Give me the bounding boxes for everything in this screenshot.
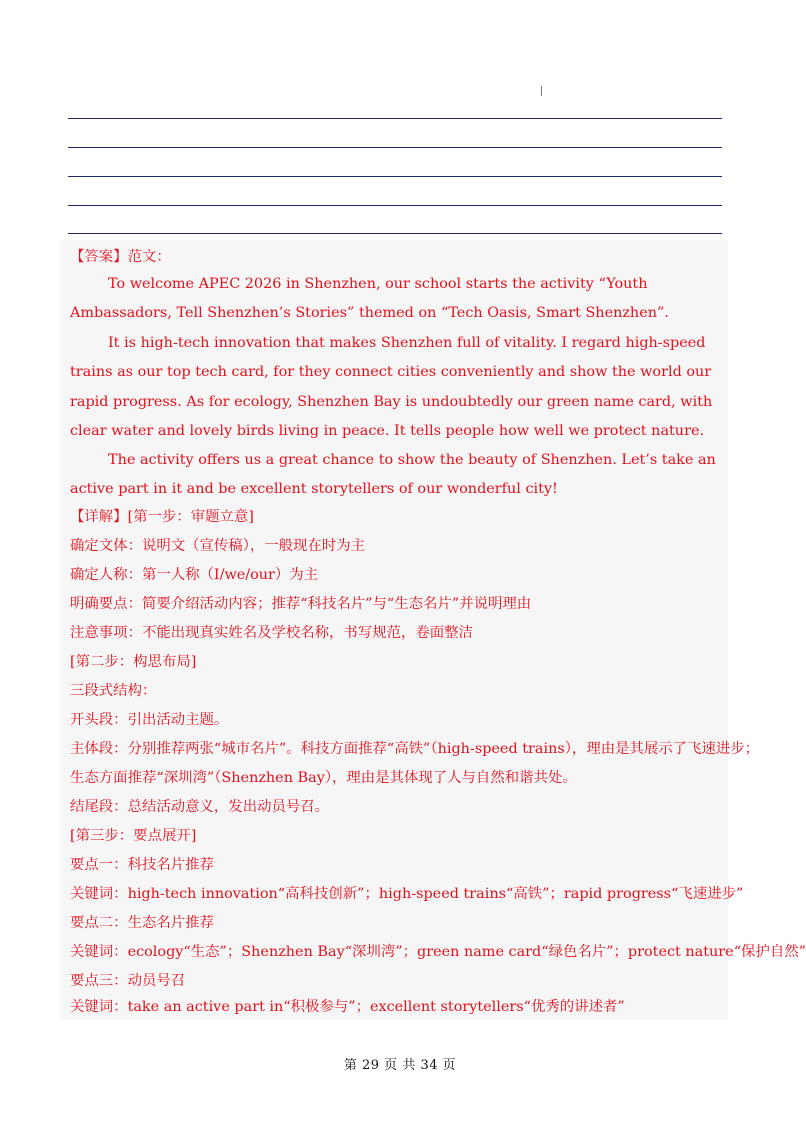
essay-paragraph-3: The activity offers us a great chance to show the beauty of Shenzhen. Let’s take an active part in it and be excellent storytellers of our wonderful city!: [70, 452, 716, 498]
page-footer: 第 29 页 共 34 页: [343, 1058, 457, 1073]
detail-line: 关键词：take an active part in“积极参与”；excellent storytellers“优秀的讲述者”: [70, 999, 625, 1015]
writing-line: [68, 233, 722, 234]
answer-header: 【答案】范文：: [70, 249, 171, 265]
detail-line: [第二步：构思布局]: [70, 654, 197, 670]
answer-section: [60, 240, 806, 1020]
detail-line: 注意事项：不能出现真实姓名及学校名称，书写规范，卷面整洁: [70, 625, 473, 641]
detail-line: [第三步：要点展开]: [70, 828, 197, 844]
detail-line: 关键词：ecology“生态”；Shenzhen Bay“深圳湾”；green name card“绿色名片”；protect nature“保护自然”: [70, 944, 806, 960]
detail-line: 主体段：分别推荐两张“城市名片”。科技方面推荐“高铁”（high-speed trains），理由是其展示了飞速进步；: [70, 741, 760, 757]
detail-line: 开头段：引出活动主题。: [70, 712, 229, 728]
detail-line: 要点一：科技名片推荐: [70, 857, 214, 873]
essay-paragraph-1: To welcome APEC 2026 in Shenzhen, our school starts the activity “Youth Ambassadors, Tell Shenzhen’s Stories” themed on “Tech Oasis, Smart Shenzhen”.: [70, 276, 669, 322]
writing-line: [68, 147, 722, 148]
detail-line: 要点三：动员号召: [70, 973, 186, 989]
writing-line: [68, 118, 722, 119]
essay-paragraph-2: It is high-tech innovation that makes Shenzhen full of vitality. I regard high-speed trains as our top tech card, for they connect cities conveniently and show the world our rapid progress. As for ecology, Shenzhen Bay is undoubtedly our green name card, with clear water and lovely birds living in peace. It tells people how well we protect nature.: [70, 335, 713, 439]
writing-line: [68, 176, 722, 177]
detail-line: 结尾段：总结活动意义，发出动员号召。: [70, 799, 330, 815]
writing-line: [68, 205, 722, 206]
stray-mark: [541, 86, 542, 96]
detail-line: 【详解】[第一步：审题立意]: [70, 509, 254, 525]
detail-line: 确定文体：说明文（宣传稿），一般现在时为主: [70, 538, 366, 554]
detail-line: 确定人称：第一人称（I/we/our）为主: [70, 567, 319, 583]
detail-line: 三段式结构：: [70, 683, 157, 699]
detail-line: 要点二：生态名片推荐: [70, 915, 214, 931]
detail-line: 明确要点：简要介绍活动内容；推荐“科技名片”与“生态名片”并说明理由: [70, 596, 532, 612]
detail-line: 生态方面推荐“深圳湾”（Shenzhen Bay），理由是其体现了人与自然和谐共处。: [70, 770, 577, 786]
detail-line: 关键词：high-tech innovation“高科技创新”；high-speed trains“高铁”；rapid progress“飞速进步”: [70, 886, 744, 902]
